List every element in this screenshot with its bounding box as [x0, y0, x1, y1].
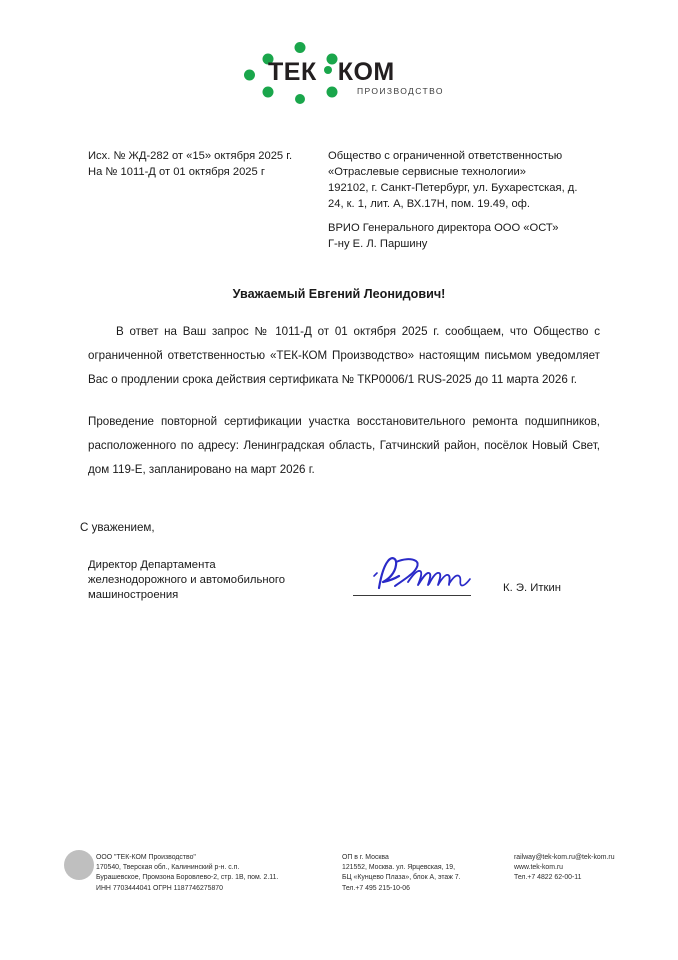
reference-numbers	[88, 148, 328, 180]
signer-title-line-3: машиностроения	[88, 589, 179, 601]
logo-text-kom: КОМ	[337, 58, 395, 86]
footer-column-moscow-office	[342, 853, 514, 894]
signer-title-line-2: железнодорожного и автомобильного	[88, 574, 286, 586]
signature-line	[353, 595, 471, 596]
letter-footer	[0, 848, 678, 918]
outgoing-reference: Исх. № ЖД-282 от «15» октября 2025 г.	[88, 150, 293, 162]
signer-title-line-1: Директор Департамента	[88, 559, 216, 571]
recipient-block	[328, 148, 600, 252]
footer-decorative-circle-icon	[64, 850, 94, 880]
logo-separator-dot-icon	[324, 66, 332, 74]
address-spacer	[328, 212, 600, 220]
recipient-org-line-2: «Отраслевые сервисные технологии»	[328, 166, 526, 178]
footer-column-contacts	[514, 853, 630, 894]
footer-phone: Тел.+7 4822 62-00-11	[514, 874, 582, 882]
footer-line: ОП в г. Москва	[342, 854, 389, 861]
footer-line: ООО "ТЕК-КОМ Производство"	[96, 854, 196, 861]
footer-website[interactable]: www.tek-kom.ru	[514, 864, 564, 872]
logo-wordmark	[257, 60, 447, 85]
letter-body	[88, 320, 600, 482]
letter-header	[88, 148, 600, 252]
company-logo	[0, 42, 678, 108]
body-paragraph-2: Проведение повторной сертификации участка восстановительного ремонта подшипников, расположенного по адресу: Ленинградская область, Гатчинский район, посёлок Новый Свет, дом 119-Е, запланировано на март 2026 г.	[88, 415, 600, 476]
recipient-name: Г-ну Е. Л. Паршину	[328, 238, 428, 250]
closing-phrase: С уважением,	[80, 521, 155, 534]
footer-line: БЦ «Кунцево Плаза», блок А, этаж 7.	[342, 874, 461, 882]
footer-line: Тел.+7 495 215-10-06	[342, 884, 410, 892]
recipient-address-line-2: 24, к. 1, лит. А, ВХ.17Н, пом. 19.49, оф.	[328, 198, 530, 210]
recipient-role: ВРИО Генерального директора ООО «ОСТ»	[328, 222, 559, 234]
footer-line: ИНН 7703444041 ОГРН 1187746275870	[96, 884, 223, 892]
signature-block	[88, 558, 608, 603]
footer-columns	[96, 853, 630, 894]
signer-title	[88, 558, 353, 603]
signature-area	[353, 558, 503, 602]
recipient-address-line-1: 192102, г. Санкт-Петербург, ул. Бухарестская, д.	[328, 182, 578, 194]
logo-text-tek: ТЕК	[268, 58, 317, 86]
logo-subtitle: ПРОИЗВОДСТВО	[357, 86, 444, 96]
handwritten-signature-icon	[361, 552, 479, 598]
body-paragraph-1: В ответ на Ваш запрос № 1011-Д от 01 октября 2025 г. сообщаем, что Общество с ограниченной ответственностью «ТЕК-КОМ Производство» настоящим письмом уведомляет Вас о продлении срока действия сертификата № ТКР0006/1 RUS-2025 до 11 марта 2026 г.	[88, 325, 600, 386]
footer-line: 170540, Тверская обл., Калининский р-н. с.п.	[96, 864, 240, 872]
salutation: Уважаемый Евгений Леонидович!	[232, 287, 446, 301]
incoming-reference: На № 1011-Д от 01 октября 2025 г	[88, 166, 265, 178]
footer-email[interactable]: railway@tek-kom.ru@tek-kom.ru	[514, 854, 615, 861]
footer-line: Бурашевское, Промзона Боровлево-2, стр. 1В, пом. 2.11.	[96, 874, 279, 882]
footer-column-legal	[96, 853, 342, 894]
signer-name: К. Э. Иткин	[503, 582, 562, 594]
recipient-org-line-1: Общество с ограниченной ответственностью	[328, 150, 563, 162]
footer-line: 121552, Москва. ул. Ярцевская, 19,	[342, 864, 455, 872]
